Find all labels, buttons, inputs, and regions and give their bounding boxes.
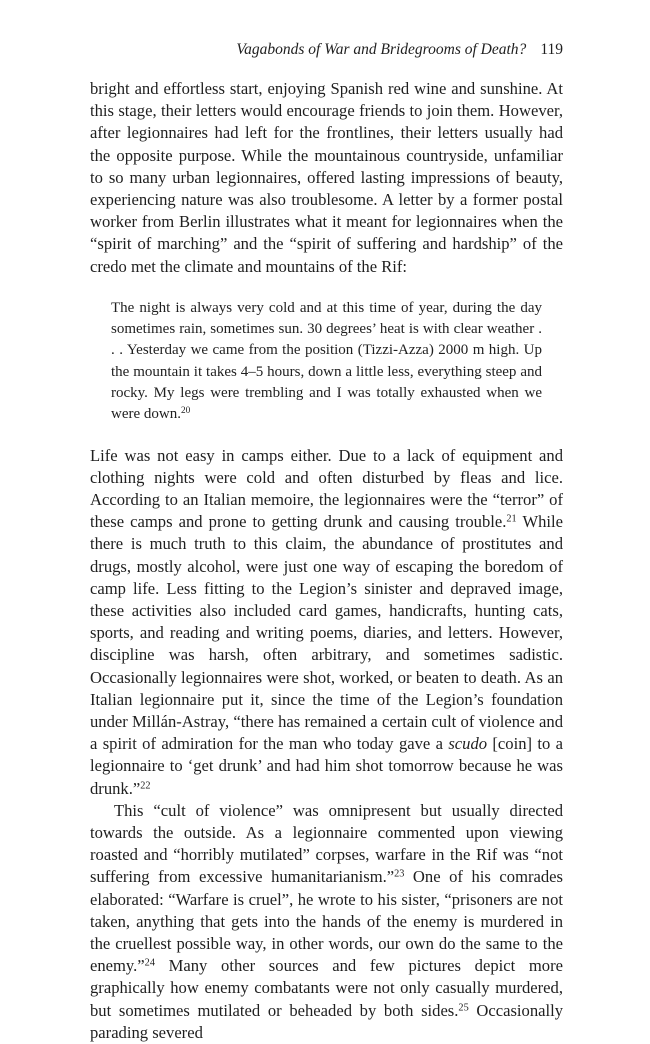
quote-text: The night is always very cold and at this time of year, during the day sometimes rain, sometimes sun. 30 degrees’ heat is with clear weather . . . Yesterday we came from the position (Tizzi-Azza) 2000 m high. Up the mountain it takes 4–5 hours, down a little less, everything steep and rocky. My legs were trembling and I was totally exhausted when we were down.	[111, 299, 542, 423]
running-title: Vagabonds of War and Bridegrooms of Death?	[236, 41, 527, 58]
page-number: 119	[540, 41, 563, 58]
paragraph-3-part-3: Many other sources and few pictures depict more graphically how enemy combatants were not only casually murdered, but sometimes mutilated or beheaded by both sides.	[90, 956, 568, 1020]
paragraph-3	[90, 800, 568, 1044]
paragraph-2-part-3: [coin] to a legionnaire to ‘get drunk’ and had him shot tomorrow because he was drunk.”	[90, 734, 568, 798]
footnote-ref-20[interactable]: 20	[180, 406, 191, 417]
paragraph-2-part-1: Life was not easy in camps either. Due to a lack of equipment and clothing nights were cold and often disturbed by fleas and lice. According to an Italian memoire, the legionnaires were the “terror” of these camps and prone to getting drunk and causing trouble.	[90, 445, 563, 532]
body-text	[90, 78, 568, 1044]
footnote-ref-25[interactable]: 25	[458, 1002, 469, 1014]
italic-term-scudo: scudo	[448, 734, 488, 754]
footnote-ref-24[interactable]: 24	[144, 957, 155, 969]
paragraph-2	[90, 445, 568, 800]
paragraph-3-part-1: This “cult of violence” was omnipresent but usually directed towards the outside. As a legionnaire commented upon viewing roasted and “horribly mutilated” corpses, warfare in the Rif was “not suffering from excessive humanitarianism.”	[90, 800, 563, 887]
running-header	[90, 40, 563, 60]
block-quote	[111, 298, 542, 426]
paragraph-1: bright and effortless start, enjoying Spanish red wine and sunshine. At this stage, their letters would encourage friends to join them. However, after legionnaires had left for the frontlines, their letters usually had the opposite purpose. While the mountainous countryside, unfamiliar to so many urban legionnaires, offered lasting impressions of beauty, experiencing nature was also troublesome. A letter by a former postal worker from Berlin illustrates what it meant for legionnaires when the “spirit of marching” and the “spirit of suffering and hardship” of the credo met the climate and mountains of the Rif:	[90, 79, 563, 276]
paragraph-2-part-2: While there is much truth to this claim, the abundance of prostitutes and drugs, mostly alcohol, were just one way of escaping the boredom of camp life. Less fitting to the Legion’s sinister and depraved image, these activities also included card games, handicrafts, hunting cats, sports, and reading and writing poems, diaries, and letters. However, discipline was harsh, often arbitrary, and sometimes sadistic. Occasionally legionnaires were shot, worked, or beaten to death. As an Italian legionnaire put it, since the time of the Legion’s foundation under Millán-Astray, “there has remained a certain cult of violence and a spirit of admiration for the man who today gave a	[90, 512, 568, 754]
footnote-ref-22[interactable]: 22	[140, 780, 151, 791]
paragraph-3-part-4: Occasionally parading severed	[90, 1000, 568, 1042]
footnote-ref-21[interactable]: 21	[506, 513, 517, 525]
footnote-ref-23[interactable]: 23	[394, 868, 405, 880]
paragraph-3-part-2: One of his comrades elaborated: “Warfare is cruel”, he wrote to his sister, “prisoners are not taken, anything that gets into the hands of the enemy is murdered in the cruellest possible way, in other words, our own do the same to the enemy.”	[90, 867, 568, 976]
